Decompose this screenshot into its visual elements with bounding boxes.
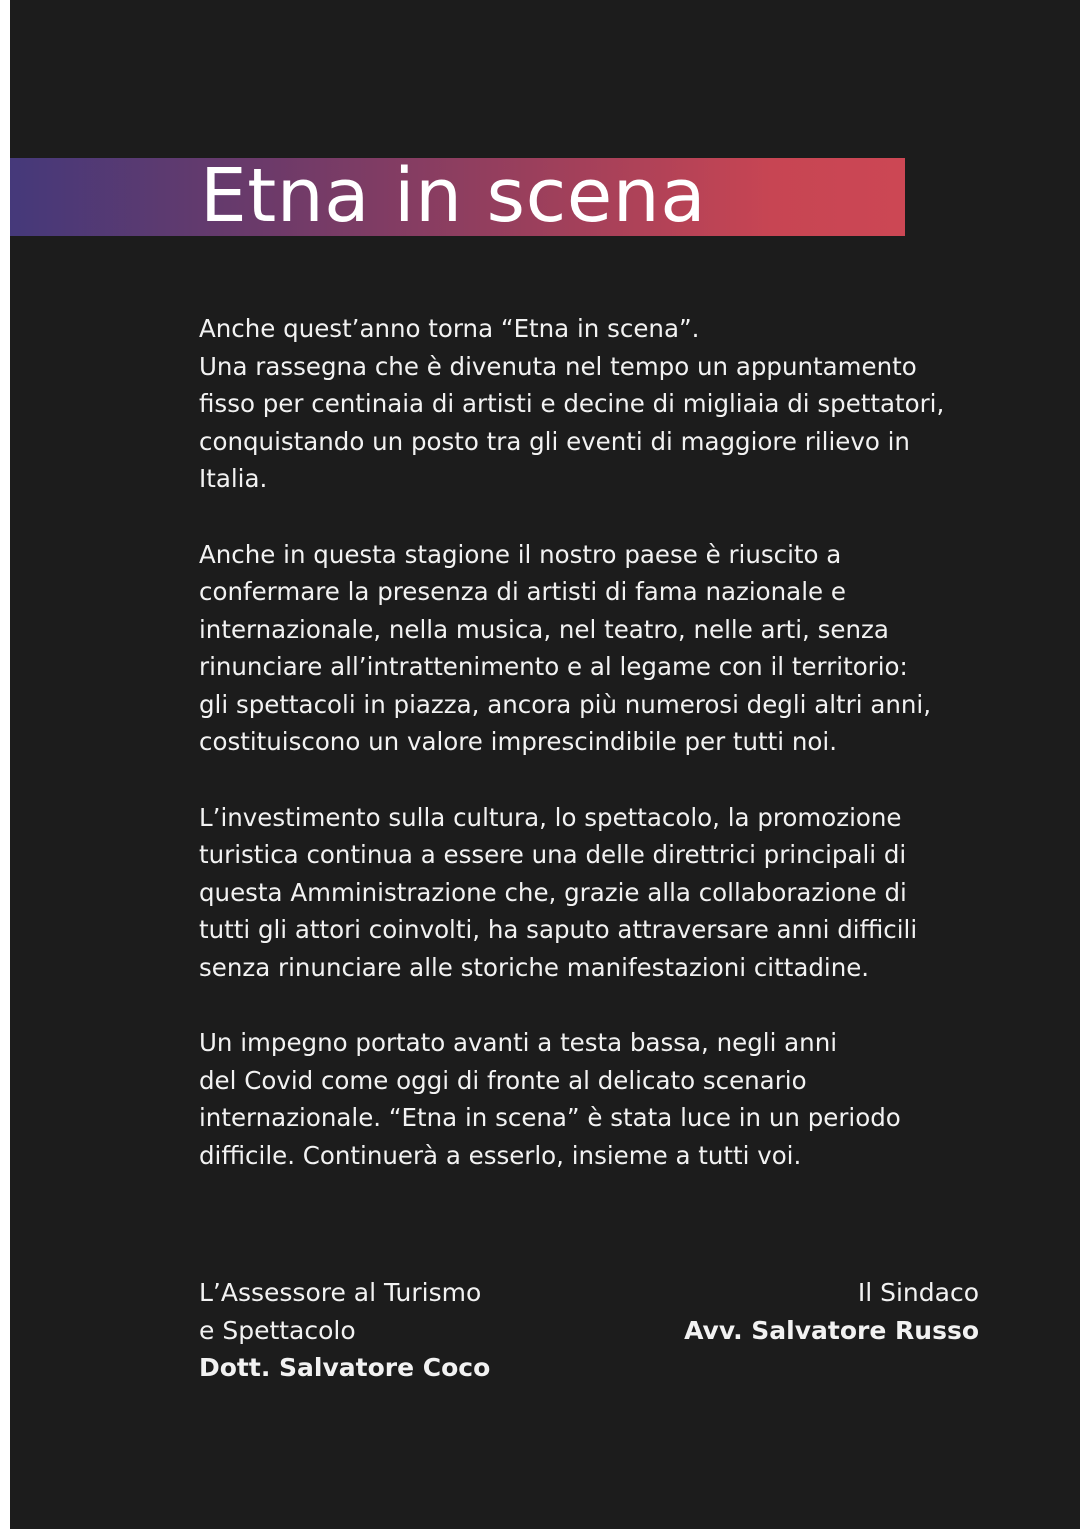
document-page <box>10 0 1080 1529</box>
paragraph-investment: L’investimento sulla cultura, lo spettacolo, la promozione turistica continua a essere una delle direttrici principali di questa Amministrazione che, grazie alla collaborazione di tutti gli attori coinvolti, ha saputo attraversare anni difficili senza rinunciare alle storiche manifestazioni cittadine. <box>199 802 918 982</box>
paragraph-artists: Anche in questa stagione il nostro paese è riuscito a confermare la presenza di artisti di fama nazionale e internazionale, nella musica, nel teatro, nelle arti, senza rinunciare all’intrattenimento e al legame con il territorio: gli spettacoli in piazza, ancora più numerosi degli altri anni, costituiscono un valore imprescindibile per tutti noi. <box>199 539 931 756</box>
signature-sindaco <box>684 1274 979 1349</box>
signature-sindaco-role: Il Sindaco <box>857 1278 979 1307</box>
signature-assessore-role-1: L’Assessore al Turismo <box>199 1278 482 1307</box>
page-title: Etna in scena <box>200 153 707 239</box>
signature-assessore-role-2: e Spettacolo <box>199 1315 356 1345</box>
signature-sindaco-name: Avv. Salvatore Russo <box>684 1315 979 1345</box>
paragraph-commitment: Un impegno portato avanti a testa bassa, negli anni del Covid come oggi di fronte al delicato scenario internazionale. “Etna in scena” è stata luce in un periodo difficile. Continuerà a esserlo, insieme a tutti voi. <box>199 1028 901 1170</box>
body-text <box>199 310 989 1212</box>
paragraph-intro: Anche quest’anno torna “Etna in scena”. Una rassegna che è divenuta nel tempo un appuntamento fisso per centinaia di artisti e decine di migliaia di spettatori, conquistando un posto tra gli eventi di maggiore rilievo in Italia. <box>199 314 945 493</box>
signature-assessore-name: Dott. Salvatore Coco <box>199 1353 491 1382</box>
signature-assessore <box>199 1274 490 1387</box>
